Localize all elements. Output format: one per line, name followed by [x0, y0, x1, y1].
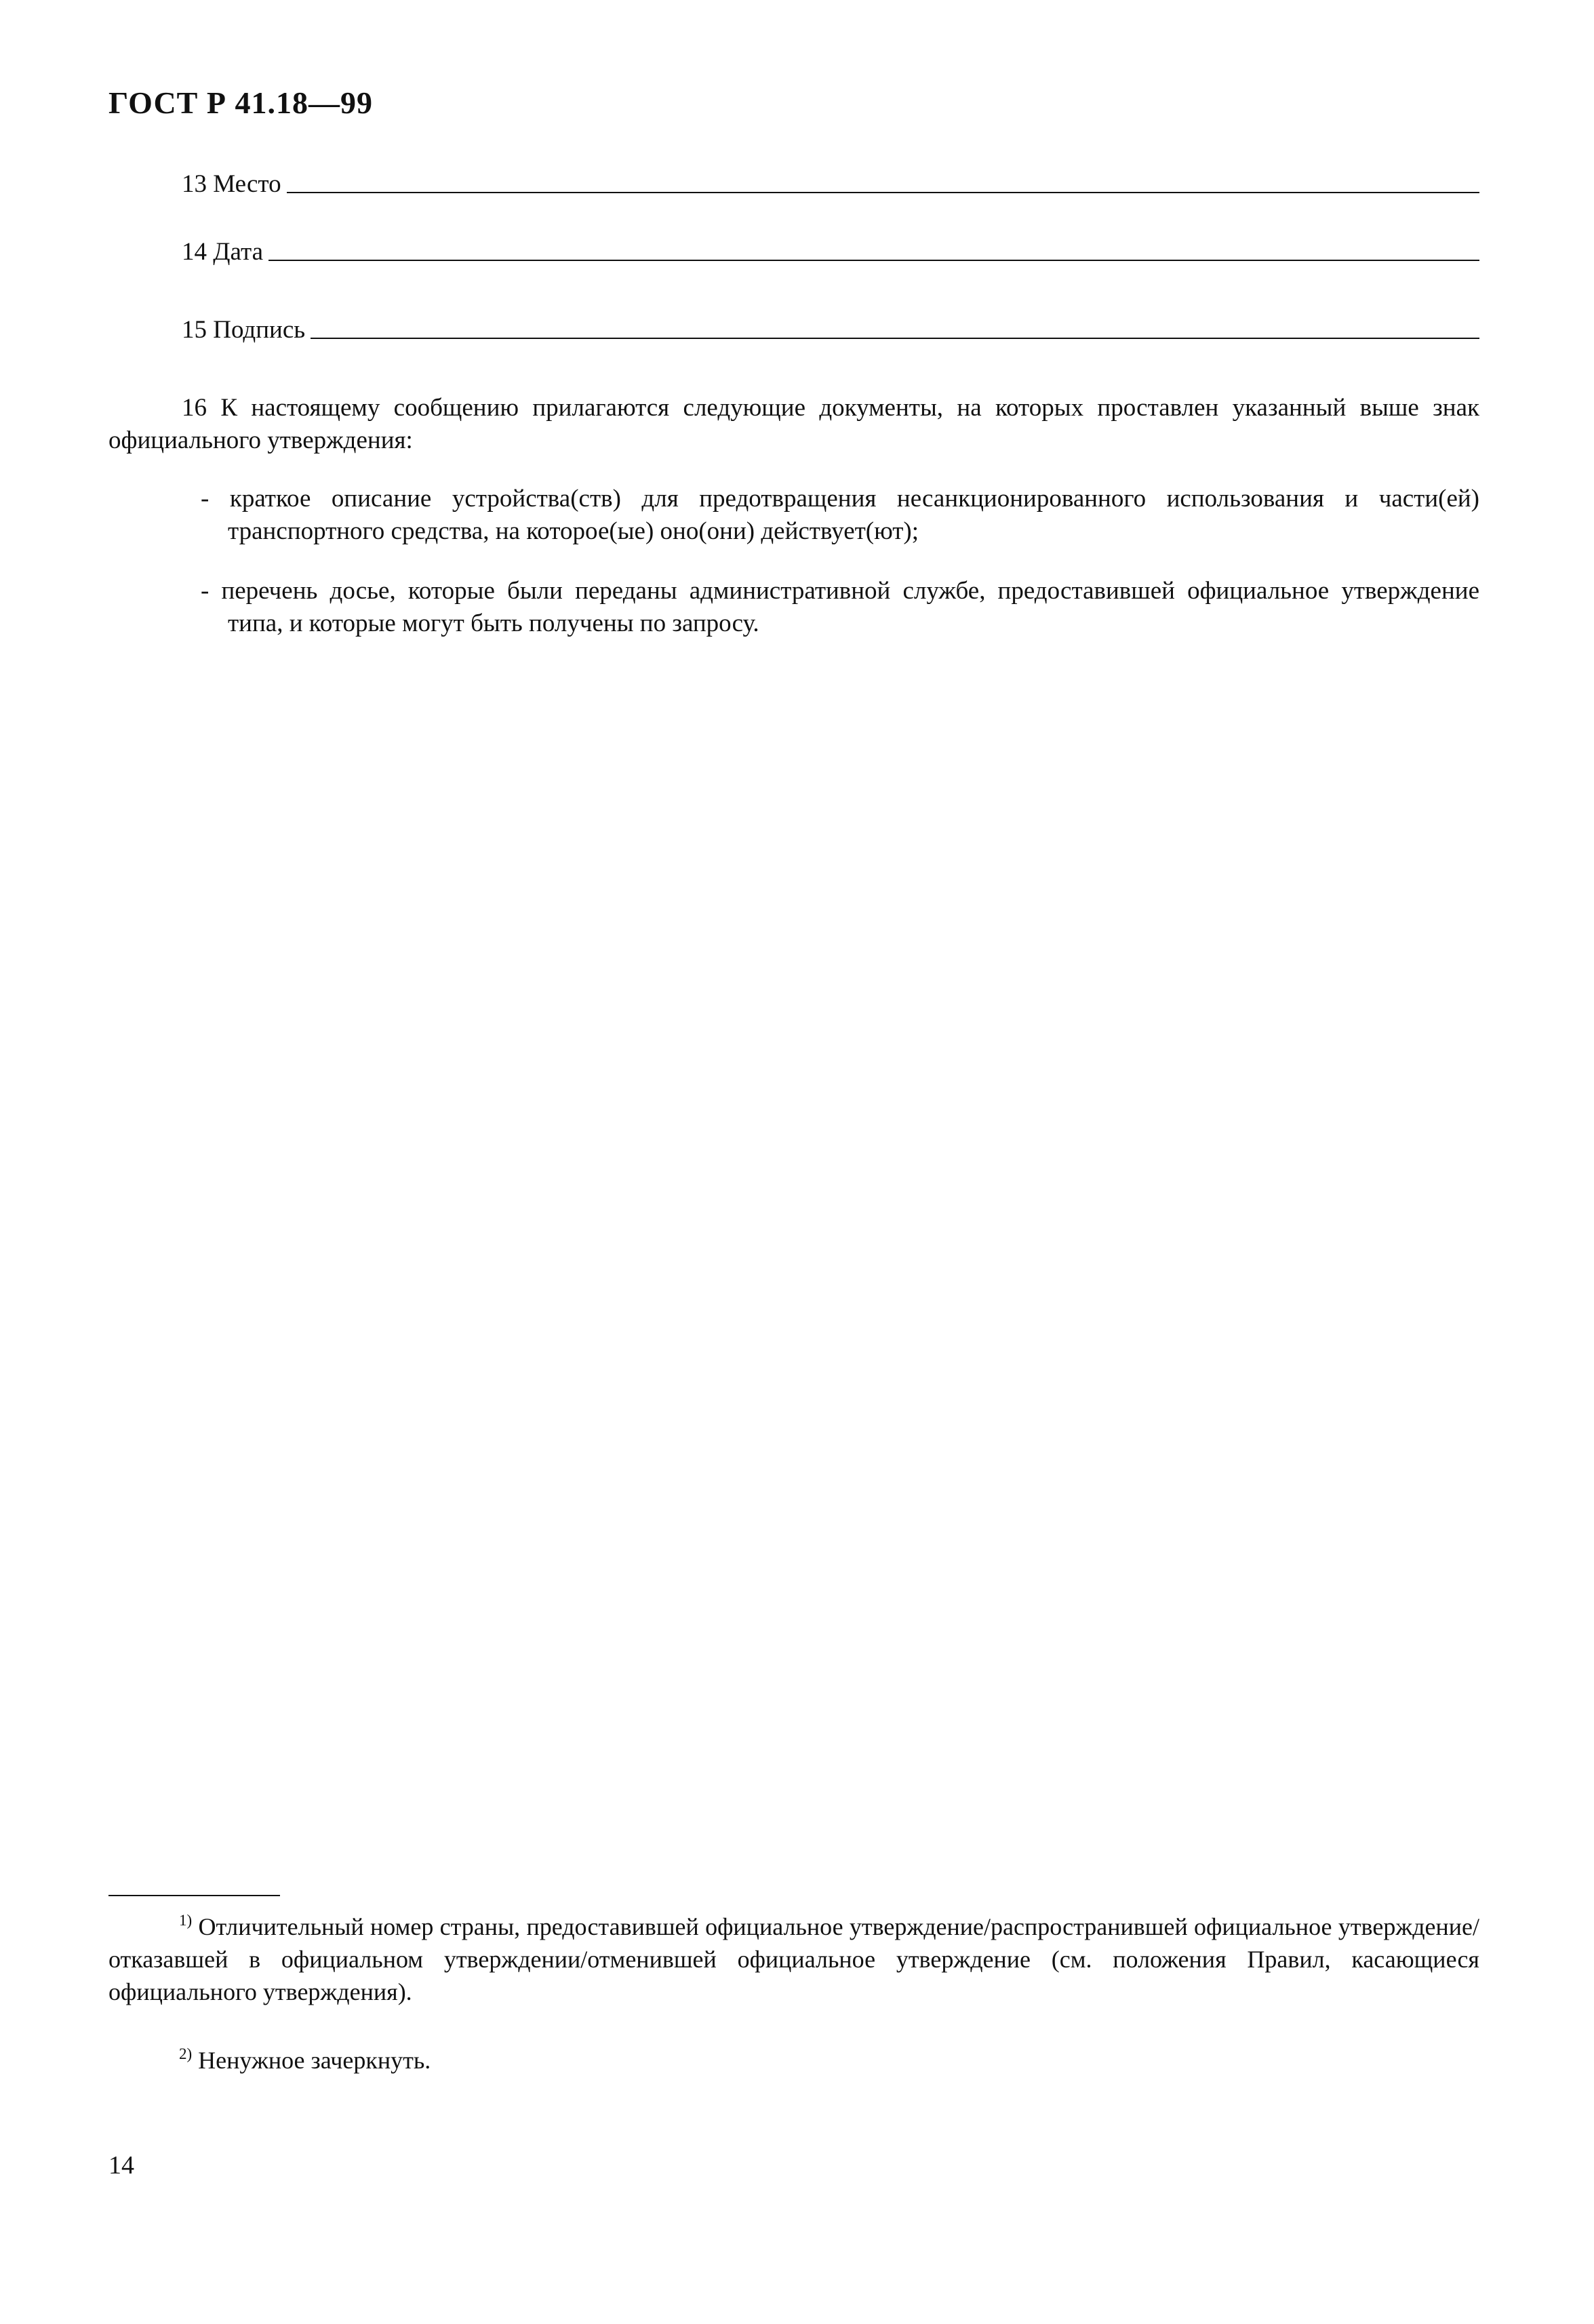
footnote-1-text: Отличительный номер страны, предоставившей официальное утверждение/распространившей официальное утверждение/отказавшей в официальном утверждении/отменившей официальное утверждение (см. положения Правил, касающиеся официального утверждения). — [108, 1913, 1479, 2005]
list-item-bullet: - — [201, 577, 210, 605]
footnote-2-mark: 2) — [179, 2045, 193, 2062]
footnote-2 — [108, 2044, 1479, 2077]
list-item-bullet: - — [201, 485, 210, 513]
footnote-1-mark: 1) — [179, 1912, 193, 1929]
field-date — [182, 237, 1479, 266]
footnote-2-text: Ненужное зачеркнуть. — [198, 2047, 431, 2074]
field-date-rule — [268, 260, 1479, 261]
list-item-body: перечень досье, которые были переданы административной службе, предоставившей официальное утверждение типа, и которые могут быть получены по запросу. — [221, 577, 1480, 637]
footnote-separator — [108, 1895, 280, 1896]
list-item — [180, 483, 1479, 548]
list-item-text — [180, 483, 1479, 548]
field-signature-label: 15 Подпись — [182, 316, 306, 344]
page-number: 14 — [108, 2151, 134, 2180]
field-place-label: 13 Место — [182, 170, 281, 198]
item-16-paragraph: 16 К настоящему сообщению прилагаются следующие документы, на которых проставлен указанный выше знак официального утверждения: — [108, 394, 1479, 454]
footnote-1 — [108, 1910, 1479, 2008]
list-item-body: краткое описание устройства(ств) для предотвращения несанкционированного использования и части(ей) транспортного средства, на которое(ые) оно(они) действует(ют); — [228, 485, 1480, 545]
list-item — [180, 575, 1479, 640]
list-item-text — [180, 575, 1479, 640]
field-signature-rule — [311, 338, 1479, 339]
field-place — [182, 169, 1479, 199]
field-place-rule — [287, 192, 1479, 193]
field-signature — [182, 315, 1479, 344]
field-date-label: 14 Дата — [182, 238, 263, 266]
document-header-title: ГОСТ Р 41.18—99 — [108, 85, 373, 120]
